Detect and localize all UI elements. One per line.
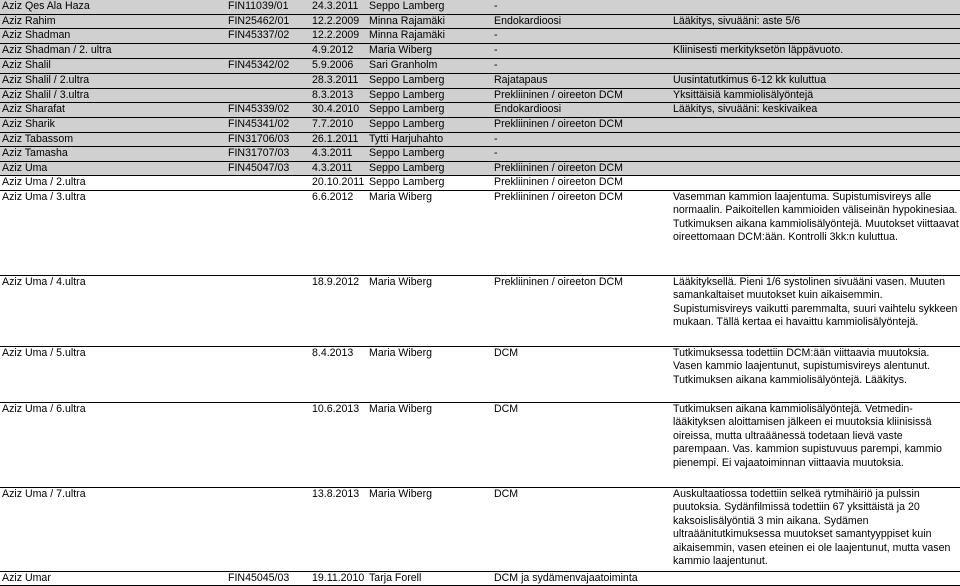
table-row: [0, 103, 960, 118]
notes-cell: Tutkimuksessa todettiin DCM:ään viittaavia muutoksia. Vasen kammio laajentunut, supistumisvireys alentunut. Tutkimuksen aikana kammiolisälyöntejä. Lääkitys.: [671, 346, 960, 402]
examiner-cell: Seppo Lamberg: [367, 103, 492, 118]
table-row: [0, 275, 960, 346]
examiner-cell: Seppo Lamberg: [367, 161, 492, 176]
table-row: [0, 176, 960, 191]
table-row: [0, 190, 960, 275]
examiner-cell: Tytti Harjuhahto: [367, 132, 492, 147]
table-row: [0, 58, 960, 73]
diagnosis-cell: -: [492, 147, 671, 162]
examiner-cell: Seppo Lamberg: [367, 147, 492, 162]
notes-cell: [671, 132, 960, 147]
dog-name-cell: Aziz Umar: [0, 571, 226, 586]
diagnosis-cell: Prekliininen / oireeton DCM: [492, 275, 671, 346]
dog-name-cell: Aziz Uma / 7.ultra: [0, 487, 226, 571]
dog-name-cell: Aziz Shadman / 2. ultra: [0, 43, 226, 58]
diagnosis-cell: -: [492, 43, 671, 58]
dog-name-cell: Aziz Uma: [0, 161, 226, 176]
exam-date-cell: 8.4.2013: [310, 346, 367, 402]
exam-date-cell: 4.9.2012: [310, 43, 367, 58]
registration-id-cell: [226, 176, 310, 191]
examiner-cell: Maria Wiberg: [367, 275, 492, 346]
registration-id-cell: FIN25462/01: [226, 14, 310, 29]
diagnosis-cell: Prekliininen / oireeton DCM: [492, 118, 671, 133]
exam-date-cell: 4.3.2011: [310, 161, 367, 176]
table-row: [0, 571, 960, 586]
dog-name-cell: Aziz Shalil / 3.ultra: [0, 88, 226, 103]
examiner-cell: Seppo Lamberg: [367, 176, 492, 191]
dog-name-cell: Aziz Shalil / 2.ultra: [0, 73, 226, 88]
dog-name-cell: Aziz Shadman: [0, 29, 226, 44]
dog-name-cell: Aziz Qes Ala Haza: [0, 0, 226, 14]
table-row: [0, 147, 960, 162]
diagnosis-cell: -: [492, 29, 671, 44]
diagnosis-cell: -: [492, 132, 671, 147]
examiner-cell: Seppo Lamberg: [367, 73, 492, 88]
notes-cell: [671, 176, 960, 191]
notes-cell: [671, 58, 960, 73]
table-row: [0, 88, 960, 103]
registration-id-cell: FIN45341/02: [226, 118, 310, 133]
examiner-cell: Maria Wiberg: [367, 346, 492, 402]
table-row: [0, 14, 960, 29]
exam-date-cell: 6.6.2012: [310, 190, 367, 275]
exam-date-cell: 8.3.2013: [310, 88, 367, 103]
table-row: [0, 161, 960, 176]
dog-name-cell: Aziz Shalil: [0, 58, 226, 73]
diagnosis-cell: Prekliininen / oireeton DCM: [492, 190, 671, 275]
notes-cell: Lääkityksellä. Pieni 1/6 systolinen sivuääni vasen. Muuten samankaltaiset muutokset kuin aikaisemmin. Supistumisvireys vaikutti paremmalta, suuri vaihtelu sykkeen mukaan. Tällä kertaa ei havaittu kammiolisälyöntejä.: [671, 275, 960, 346]
table-row: [0, 43, 960, 58]
exam-date-cell: 19.11.2010: [310, 571, 367, 586]
registration-id-cell: [226, 190, 310, 275]
examiner-cell: Maria Wiberg: [367, 402, 492, 487]
diagnosis-cell: DCM: [492, 402, 671, 487]
table-row: [0, 0, 960, 14]
exam-date-cell: 26.1.2011: [310, 132, 367, 147]
table-row: [0, 487, 960, 571]
dog-name-cell: Aziz Sharik: [0, 118, 226, 133]
diagnosis-cell: DCM ja sydämenvajaatoiminta: [492, 571, 671, 586]
table-row: [0, 29, 960, 44]
dog-name-cell: Aziz Uma / 2.ultra: [0, 176, 226, 191]
diagnosis-cell: DCM: [492, 487, 671, 571]
exam-date-cell: 12.2.2009: [310, 29, 367, 44]
registration-id-cell: [226, 346, 310, 402]
examiner-cell: Maria Wiberg: [367, 487, 492, 571]
notes-cell: Yksittäisiä kammiolisälyöntejä: [671, 88, 960, 103]
dog-name-cell: Aziz Rahim: [0, 14, 226, 29]
notes-cell: [671, 29, 960, 44]
exam-date-cell: 7.7.2010: [310, 118, 367, 133]
examiner-cell: Maria Wiberg: [367, 190, 492, 275]
examiner-cell: Tarja Forell: [367, 571, 492, 586]
notes-cell: Auskultaatiossa todettiin selkeä rytmihäiriö ja pulssin puutoksia. Sydänfilmissä todettiin 67 yksittäistä ja 20 kaksoislisälyöntiä 3 min aikana. Sydämen ultraäänitutkimuksessa muutokset samantyyppiset kuin aikaisemmin, vasen eteinen ei ole laajentunut, mutta vasen kammio laajentunut.: [671, 487, 960, 571]
registration-id-cell: [226, 402, 310, 487]
notes-cell: [671, 161, 960, 176]
exam-date-cell: 13.8.2013: [310, 487, 367, 571]
registration-id-cell: FIN31707/03: [226, 147, 310, 162]
examiner-cell: Maria Wiberg: [367, 43, 492, 58]
notes-cell: Uusintatutkimus 6-12 kk kuluttua: [671, 73, 960, 88]
registration-id-cell: [226, 88, 310, 103]
dog-name-cell: Aziz Tabassom: [0, 132, 226, 147]
dog-name-cell: Aziz Tamasha: [0, 147, 226, 162]
exam-date-cell: 24.3.2011: [310, 0, 367, 14]
diagnosis-cell: -: [492, 58, 671, 73]
table-row: [0, 402, 960, 487]
table-row: [0, 132, 960, 147]
examiner-cell: Sari Granholm: [367, 58, 492, 73]
notes-cell: Vasemman kammion laajentuma. Supistumisvireys alle normaalin. Paikoitellen kammioiden väliseinän hypokinesiaa. Tutkimuksen aikana kammiolisälyöntejä. Muutokset viittaavat oireettomaan DCM:ään. Kontrolli 3kk:n kuluttua.: [671, 190, 960, 275]
table-row: [0, 346, 960, 402]
registration-id-cell: FIN11039/01: [226, 0, 310, 14]
registration-id-cell: FIN45339/02: [226, 103, 310, 118]
exam-date-cell: 28.3.2011: [310, 73, 367, 88]
notes-cell: [671, 571, 960, 586]
exam-date-cell: 20.10.2011: [310, 176, 367, 191]
diagnosis-cell: Endokardioosi: [492, 103, 671, 118]
dog-name-cell: Aziz Sharafat: [0, 103, 226, 118]
notes-cell: [671, 118, 960, 133]
registration-id-cell: [226, 487, 310, 571]
examiner-cell: Seppo Lamberg: [367, 118, 492, 133]
dog-name-cell: Aziz Uma / 5.ultra: [0, 346, 226, 402]
registration-id-cell: [226, 73, 310, 88]
registration-id-cell: [226, 43, 310, 58]
registration-id-cell: FIN45045/03: [226, 571, 310, 586]
diagnosis-cell: Rajatapaus: [492, 73, 671, 88]
dog-name-cell: Aziz Uma / 4.ultra: [0, 275, 226, 346]
exam-date-cell: 10.6.2013: [310, 402, 367, 487]
diagnosis-cell: Prekliininen / oireeton DCM: [492, 88, 671, 103]
table-row: [0, 73, 960, 88]
exam-date-cell: 4.3.2011: [310, 147, 367, 162]
diagnosis-cell: DCM: [492, 346, 671, 402]
examiner-cell: Minna Rajamäki: [367, 14, 492, 29]
exam-date-cell: 30.4.2010: [310, 103, 367, 118]
diagnosis-cell: Prekliininen / oireeton DCM: [492, 176, 671, 191]
registration-id-cell: FIN45047/03: [226, 161, 310, 176]
registration-id-cell: FIN45342/02: [226, 58, 310, 73]
examiner-cell: Seppo Lamberg: [367, 0, 492, 14]
dog-name-cell: Aziz Uma / 6.ultra: [0, 402, 226, 487]
registration-id-cell: [226, 275, 310, 346]
examiner-cell: Minna Rajamäki: [367, 29, 492, 44]
table-row: [0, 118, 960, 133]
notes-cell: Tutkimuksen aikana kammiolisälyöntejä. Vetmedin-lääkityksen aloittamisen jälkeen ei muutoksia kliinisissä oireissa, mutta ultraäänessä todetaan lievä vaste parempaan. Vas. kammion supistuvuus parempi, kammio pienempi. Ei vajaatoiminnan viittaavia muutoksia.: [671, 402, 960, 487]
exam-date-cell: 12.2.2009: [310, 14, 367, 29]
notes-cell: Kliinisesti merkityksetön läppävuoto.: [671, 43, 960, 58]
notes-cell: [671, 147, 960, 162]
exam-date-cell: 5.9.2006: [310, 58, 367, 73]
registration-id-cell: FIN31706/03: [226, 132, 310, 147]
examiner-cell: Seppo Lamberg: [367, 88, 492, 103]
diagnosis-cell: Endokardioosi: [492, 14, 671, 29]
diagnosis-cell: Prekliininen / oireeton DCM: [492, 161, 671, 176]
notes-cell: [671, 0, 960, 14]
registration-id-cell: FIN45337/02: [226, 29, 310, 44]
notes-cell: Lääkitys, sivuääni: aste 5/6: [671, 14, 960, 29]
exam-date-cell: 18.9.2012: [310, 275, 367, 346]
dog-name-cell: Aziz Uma / 3.ultra: [0, 190, 226, 275]
diagnosis-cell: -: [492, 0, 671, 14]
notes-cell: Lääkitys, sivuääni: keskivaikea: [671, 103, 960, 118]
